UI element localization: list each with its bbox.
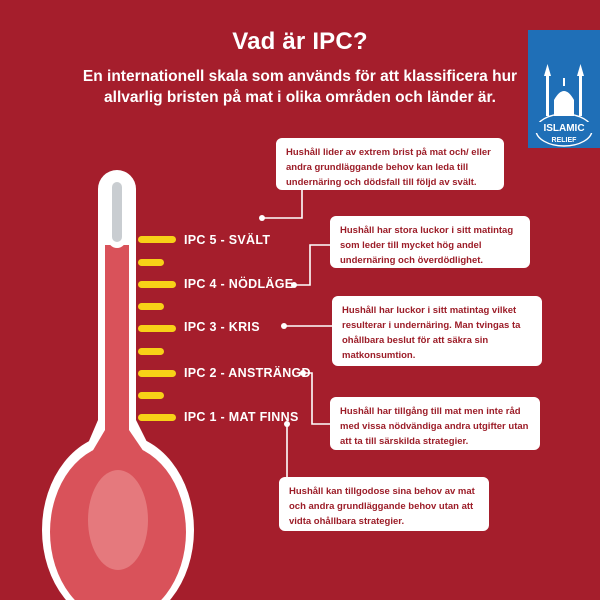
scale-ticks xyxy=(138,236,176,421)
connector-lines xyxy=(262,188,332,480)
description-box-ipc4: Hushåll har stora luckor i sitt matintag som leder till mycket hög andel undernäring och överdödlighet. xyxy=(330,216,530,268)
level-label-ipc4: IPC 4 - NÖDLÄGE xyxy=(184,277,294,291)
page-title: Vad är IPC? xyxy=(232,28,368,55)
logo-text-relief: RELIEF xyxy=(551,137,577,144)
level-label-ipc2: IPC 2 - ANSTRÄNGD xyxy=(184,366,311,380)
mosque-icon xyxy=(528,30,600,148)
page-subtitle: En internationell skala som används för att klassificera hur allvarlig bristen på mat i olika områden och länder är. xyxy=(82,68,518,106)
level-label-ipc1: IPC 1 - MAT FINNS xyxy=(184,410,299,424)
level-label-ipc3: IPC 3 - KRIS xyxy=(184,320,260,334)
description-box-ipc5: Hushåll lider av extrem brist på mat och/ eller andra grundläggande behov kan leda till undernäring och dödsfall till följd av svält. xyxy=(276,138,504,190)
logo-text-islamic: ISLAMIC xyxy=(543,123,585,134)
islamic-relief-logo xyxy=(528,30,600,148)
spoon-fill xyxy=(105,245,129,455)
description-box-ipc2: Hushåll har tillgång till mat men inte råd med vissa nödvändiga andra utgifter utan att ta till särskilda strategier. xyxy=(330,397,540,450)
description-box-ipc3: Hushåll har luckor i sitt matintag vilket resulterar i undernäring. Man tvingas ta ohållbara beslut för att säkra sin matkonsumtion. xyxy=(332,296,542,366)
description-box-ipc1: Hushåll kan tillgodose sina behov av mat och andra grundläggande behov utan att vidta ohållbara strategier. xyxy=(279,477,489,531)
level-label-ipc5: IPC 5 - SVÄLT xyxy=(184,233,271,247)
